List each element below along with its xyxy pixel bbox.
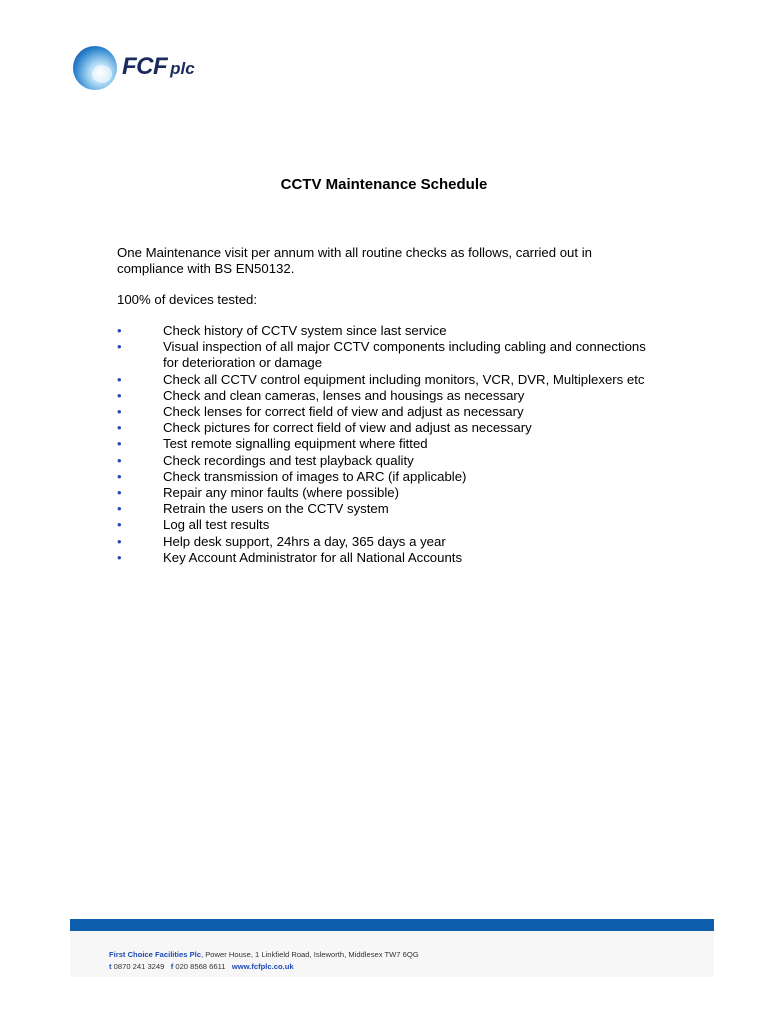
footer-fax-key: f [170,962,174,971]
bullet-icon: • [117,468,122,484]
bullet-icon: • [117,549,122,565]
logo-text-main: FCF [122,53,168,80]
checklist-item [117,339,657,371]
checklist-item-text: Test remote signalling equipment where fitted [163,436,428,452]
checklist-item-text: Visual inspection of all major CCTV components including cabling and connections for deterioration or damage [163,339,646,371]
checklist-item-text: Check lenses for correct field of view and adjust as necessary [163,404,524,420]
footer-address: , Power House, 1 Linkfield Road, Isleworth, Middlesex TW7 6QG [201,950,419,959]
bullet-icon: • [117,339,122,355]
checklist-item [117,420,657,436]
checklist-item-text: Key Account Administrator for all National Accounts [163,549,463,565]
checklist-item-text: Help desk support, 24hrs a day, 365 days a year [163,533,446,549]
bullet-icon: • [117,404,122,420]
logo-wordmark [122,53,195,81]
footer-address-line [109,950,419,959]
footer-website-link[interactable]: www.fcfplc.co.uk [231,962,294,971]
checklist-item-text: Retrain the users on the CCTV system [163,501,389,517]
bullet-icon: • [117,501,122,517]
bullet-icon: • [117,371,122,387]
checklist-item [117,453,657,469]
document-title: CCTV Maintenance Schedule [280,176,488,193]
checklist-item [117,469,657,485]
footer-tel-key: t [109,962,112,971]
checklist-item [117,517,657,533]
checklist-item-text: Check recordings and test playback quality [163,452,414,468]
logo-text-sub: plc [170,59,195,78]
footer-contact-line [109,962,294,971]
checklist-item [117,404,657,420]
checklist-item-text: Check and clean cameras, lenses and housings as necessary [163,387,525,403]
bullet-icon: • [117,323,122,338]
company-logo [72,45,212,91]
footer-color-bar [70,919,714,931]
bullet-icon: • [117,533,122,549]
checklist-item [117,534,657,550]
checklist-item-text: Repair any minor faults (where possible) [163,485,400,501]
fcf-globe-icon [72,45,120,91]
checklist-item-text: Check history of CCTV system since last service [163,323,447,338]
checklist-item [117,550,657,566]
checklist-item [117,323,657,339]
bullet-icon: • [117,452,122,468]
checklist-item-text: Check transmission of images to ARC (if applicable) [163,468,467,484]
bullet-icon: • [117,420,122,436]
checklist-item [117,485,657,501]
checklist-item-text: Log all test results [163,517,270,533]
intro-paragraph: One Maintenance visit per annum with all routine checks as follows, carried out in compliance with BS EN50132. [117,245,592,276]
footer-company-name: First Choice Facilities Plc [109,950,202,959]
bullet-icon: • [117,485,122,501]
devices-tested-text: 100% of devices tested: [117,292,258,307]
checklist-item-text: Check pictures for correct field of view and adjust as necessary [163,420,532,436]
checklist-item [117,436,657,452]
checklist-item [117,372,657,388]
checklist-item [117,388,657,404]
footer-fax: 020 8568 6611 [175,962,226,971]
checklist-item-text: Check all CCTV control equipment including monitors, VCR, DVR, Multiplexers etc [163,371,645,387]
maintenance-checklist [117,323,657,566]
checklist-item [117,501,657,517]
bullet-icon: • [117,387,122,403]
bullet-icon: • [117,517,122,533]
footer-tel: 0870 241 3249 [113,962,165,971]
bullet-icon: • [117,436,122,452]
